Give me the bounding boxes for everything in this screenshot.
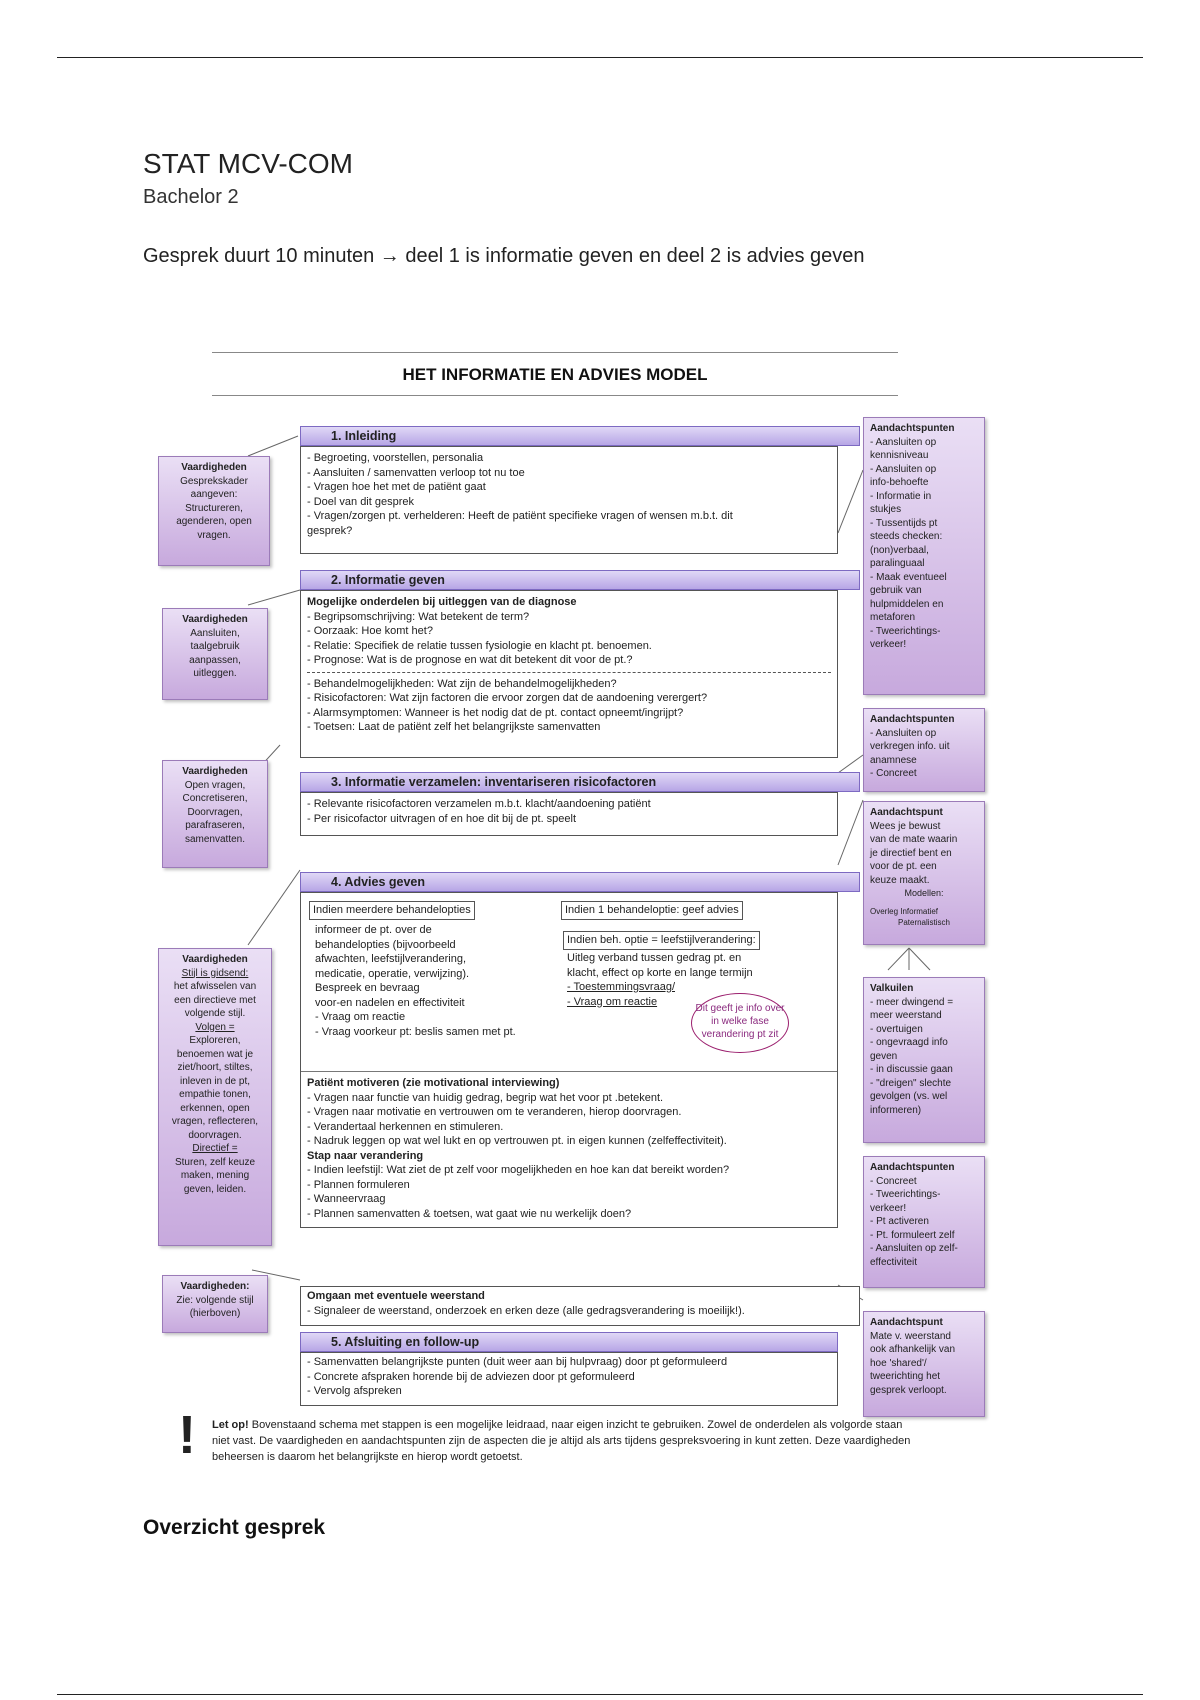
note-text: Let op! Bovenstaand schema met stappen is een mogelijke leidraad, naar eigen inzicht te gebruiken. Zowel de onderdelen als volgorde staan niet vast. De vaardigheden en aandachtspunten zijn de aspecten die je altijd als arts tijdens gespreksvoering in kunt zetten. Deze vaardigheden beheersen is daarom het belangrijkste en hierop wordt getoetst.	[212, 1419, 911, 1463]
step3-box: - Relevante risicofactoren verzamelen m.b.t. klacht/aandoening patiënt - Per risicofactor uitvragen of en hoe dit bij de pt. speelt	[300, 792, 838, 836]
skills-box-gathering: Vaardigheden Open vragen, Concretiseren, Doorvragen, parafraseren, samenvatten.	[162, 760, 268, 868]
bottom-rule	[57, 1694, 1143, 1695]
step2-bar: 2. Informatie geven	[300, 570, 860, 590]
warning-exclamation: !	[178, 1405, 196, 1465]
top-rule	[57, 57, 1143, 58]
figure-title: HET INFORMATIE EN ADVIES MODEL	[402, 365, 708, 384]
step2-box: Mogelijke onderdelen bij uitleggen van de diagnose - Begripsomschrijving: Wat betekent de term? - Oorzaak: Hoe komt het? - Relatie: Specifiek de relatie tussen fysiologie en klacht pt. benoemen. - Prognose: Wat is de prognose en wat dit betekent dit voor de pt.? - Behandelmogelijkheden: Wat zijn de behandelmogelijkheden? - Risicofactoren: Wat zijn factoren die ervoor zorgen dat de aandoening verergert? - Alarmsymptomen: Wanneer is het nodig dat de pt. contact opneemt/ingrijpt? - Toetsen: Laat de patiënt zelf het belangrijkste samenvatten	[300, 590, 838, 758]
skills-box-resistance: Vaardigheden: Zie: volgende stijl (hierboven)	[162, 1275, 268, 1333]
resistance-box: Omgaan met eventuele weerstand - Signaleer de weerstand, onderzoek en erken deze (alle gedragsverandering is moeilijk!).	[300, 1286, 860, 1326]
intro-text: Gesprek duurt 10 minuten → deel 1 is informatie geven en deel 2 is advies geven	[143, 245, 865, 267]
section-heading: Overzicht gesprek	[143, 1516, 326, 1539]
phase-info-ellipse: Dit geeft je info over in welke fase verandering pt zit	[691, 993, 789, 1053]
skills-box-intro: Vaardigheden Gesprekskader aangeven: Structureren, agenderen, open vragen.	[158, 456, 270, 566]
single-option-box: Indien 1 behandeloptie: geef advies	[561, 901, 743, 920]
skills-box-advice: Vaardigheden Stijl is gidsend: het afwisselen van een directieve met volgende stijl. Volgen = Exploreren, benoemen wat je ziet/hoort, stiltes, inleven in de pt, empathie tonen, erkennen, open vragen, reflecteren, doorvragen. Directief = Sturen, zelf keuze maken, mening geven, leiden.	[158, 948, 272, 1246]
step3-bar: 3. Informatie verzamelen: inventariseren risicofactoren	[300, 772, 860, 792]
step1-bar: 1. Inleiding	[300, 426, 860, 446]
model-figure	[160, 350, 1000, 1490]
step4-box	[300, 892, 838, 1228]
step5-box: - Samenvatten belangrijkste punten (duit weer aan bij hulpvraag) door pt geformuleerd - Concrete afspraken horende bij de adviezen door pt geformuleerd - Vervolg afspreken	[300, 1352, 838, 1406]
motivation-section: Patiënt motiveren (zie motivational interviewing) - Vragen naar functie van huidig gedrag, begrip wat het voor pt .betekent. - Vragen naar motivatie en vertrouwen om te veranderen, hierop doorvragen. - Verandertaal herkennen en stimuleren. - Nadruk leggen op wat wel lukt en op vertrouwen pt. in eigen kunnen (zelfeffectiviteit). Stap naar verandering - Indien leefstijl: Wat ziet de pt zelf voor mogelijkheden en hoe kan dat bereikt worden? - Plannen formuleren - Wanneervraag - Plannen samenvatten & toetsen, wat gaat wie nu werkelijk doen?	[301, 1071, 837, 1225]
attention-box-resistance: Aandachtspunt Mate v. weerstand ook afhankelijk van hoe 'shared'/ tweerichting het gesprek verloopt.	[863, 1311, 985, 1417]
step4-bar: 4. Advies geven	[300, 872, 860, 892]
step1-box: - Begroeting, voorstellen, personalia - Aansluiten / samenvatten verloop tot nu toe - Vragen hoe het met de patiënt gaat - Doel van dit gesprek - Vragen/zorgen pt. verhelderen: Heeft de patiënt specifieke vragen of wensen m.b.t. dit gesprek?	[300, 446, 838, 554]
step5-bar: 5. Afsluiting en follow-up	[300, 1332, 838, 1352]
multiple-options-text: informeer de pt. over de behandelopties (bijvoorbeeld afwachten, leefstijlverandering, medicatie, operatie, verwijzing). Bespreek en bevraag voor-en nadelen en effectiviteit - Vraag om reactie - Vraag voorkeur pt: beslis samen met pt.	[315, 924, 516, 1038]
page-title: STAT MCV-COM	[143, 148, 353, 179]
lifestyle-option-box: Indien beh. optie = leefstijlverandering:	[563, 931, 760, 950]
step2-divider	[307, 672, 831, 673]
attention-box-intro: Aandachtspunten - Aansluiten op kennisniveau - Aansluiten op info-behoefte - Informatie in stukjes - Tussentijds pt steeds checken: (non)verbaal, paralinguaal - Maak eventueel gebruik van hulpmiddelen en metaforen - Tweerichtings- verkeer!	[863, 417, 985, 695]
lifestyle-option-text: Uitleg verband tussen gedrag pt. en klacht, effect op korte en lange termijn - Toestemmingsvraag/ - Vraag om reactie	[567, 952, 753, 1008]
attention-box-motivation: Aandachtspunten - Concreet - Tweerichtings- verkeer! - Pt activeren - Pt. formuleert zelf - Aansluiten op zelf- effectiviteit	[863, 1156, 985, 1288]
skills-box-information: Vaardigheden Aansluiten, taalgebruik aanpassen, uitleggen.	[162, 608, 268, 700]
pitfalls-box: Valkuilen - meer dwingend = meer weerstand - overtuigen - ongevraagd info geven - in discussie gaan - "dreigen" slechte gevolgen (vs. wel informeren)	[863, 977, 985, 1143]
multiple-options-box: Indien meerdere behandelopties	[309, 901, 475, 920]
attention-box-gathering: Aandachtspunten - Aansluiten op verkregen info. uit anamnese - Concreet	[863, 708, 985, 792]
page-subtitle: Bachelor 2	[143, 186, 239, 208]
attention-box-advice: Aandachtspunt Wees je bewust van de mate waarin je directief bent en voor de pt. een keuze maakt. Modellen: Overleg Informatief Paternalistisch	[863, 801, 985, 945]
